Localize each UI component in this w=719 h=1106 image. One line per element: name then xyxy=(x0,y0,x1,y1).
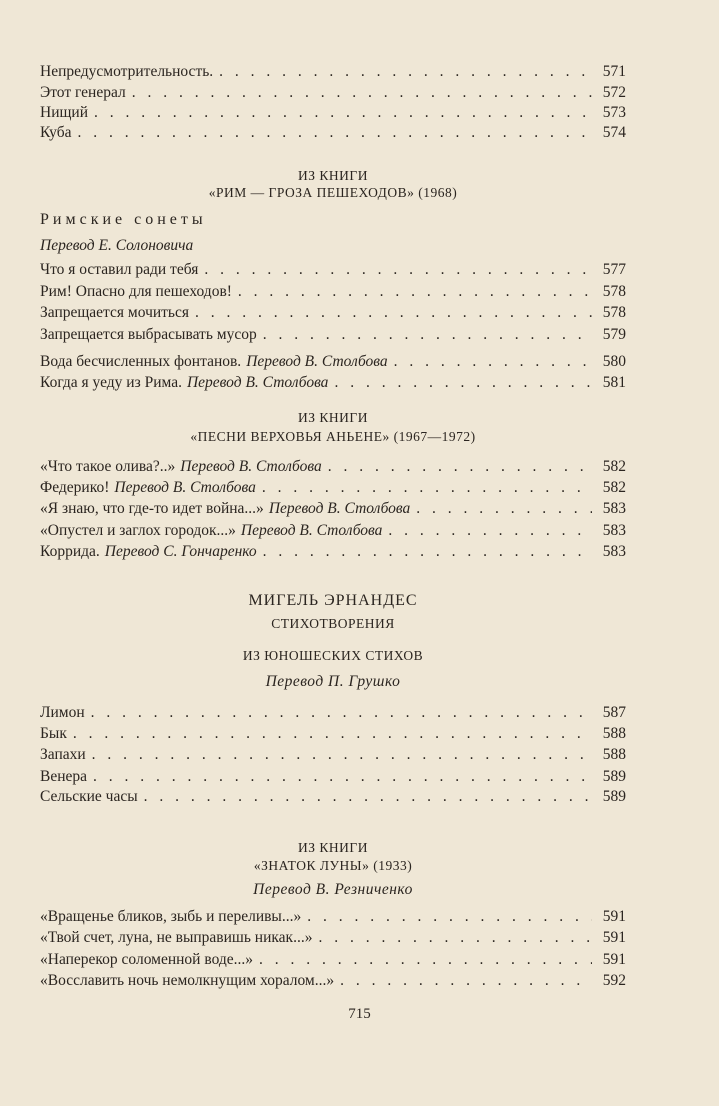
dot-leader xyxy=(334,373,592,393)
entry-page: 578 xyxy=(602,304,626,321)
translator-note: Перевод Е. Солоновича xyxy=(40,237,194,254)
entry-page: 583 xyxy=(602,543,626,560)
entry-translator: Перевод В. Столбова xyxy=(114,479,256,496)
dot-leader xyxy=(93,767,592,787)
dot-leader xyxy=(262,478,592,498)
author-name: МИГЕЛЬ ЭРНАНДЕС xyxy=(248,592,418,609)
entry-title: Сельские часы xyxy=(40,788,138,805)
toc-entry xyxy=(40,123,626,143)
entry-page: 580 xyxy=(602,353,626,370)
entry-page: 573 xyxy=(602,104,626,121)
entry-page: 582 xyxy=(602,479,626,496)
book-label: ИЗ КНИГИ xyxy=(298,840,368,855)
entry-page: 583 xyxy=(602,522,626,539)
entry-title: Нищий xyxy=(40,104,89,121)
cycle-title: Римские сонеты xyxy=(40,211,207,228)
toc-entry xyxy=(40,703,626,723)
entry-page: 572 xyxy=(602,84,626,101)
dot-leader xyxy=(204,260,592,280)
page-number: 715 xyxy=(348,1006,371,1022)
book-title: «РИМ — ГРОЗА ПЕШЕХОДОВ» (1968) xyxy=(208,185,458,200)
entry-page: 587 xyxy=(602,704,626,721)
dot-leader xyxy=(388,521,592,541)
toc-entry xyxy=(40,457,626,477)
entry-title: Рим! Опасно для пешеходов! xyxy=(40,283,232,300)
entry-translator: Перевод С. Гончаренко xyxy=(104,543,257,560)
toc-entry xyxy=(40,373,626,393)
entry-title: Непредусмотрительность. xyxy=(40,63,214,80)
entry-title: Венера xyxy=(40,768,88,785)
translator-note: Перевод В. Резниченко xyxy=(253,881,413,898)
book-title: «ПЕСНИ ВЕРХОВЬЯ АНЬЕНЕ» (1967—1972) xyxy=(190,429,476,444)
entry-page: 581 xyxy=(602,374,626,391)
toc-entry xyxy=(40,928,626,948)
toc-entry xyxy=(40,62,626,82)
toc-entry xyxy=(40,325,626,345)
dot-leader xyxy=(91,703,592,723)
translator-note: Перевод П. Грушко xyxy=(265,673,401,690)
dot-leader xyxy=(144,787,592,807)
entry-title: «Что такое олива?..» xyxy=(40,458,176,475)
toc-entry xyxy=(40,83,626,103)
dot-leader xyxy=(394,352,592,372)
entry-translator: Перевод В. Столбова xyxy=(246,353,388,370)
entry-title: Запрещается мочиться xyxy=(40,304,190,321)
entry-title: «Опустел и заглох городок...» xyxy=(40,522,236,539)
entry-title: Когда я уеду из Рима. xyxy=(40,374,182,391)
entry-translator: Перевод В. Столбова xyxy=(180,458,322,475)
dot-leader xyxy=(307,907,592,927)
toc-entry xyxy=(40,478,626,498)
section-title: СТИХОТВОРЕНИЯ xyxy=(271,616,395,631)
entry-title: «Вращенье бликов, зыбь и переливы...» xyxy=(40,908,302,925)
entry-page: 577 xyxy=(602,261,626,278)
entry-translator: Перевод В. Столбова xyxy=(186,374,329,391)
book-title: «ЗНАТОК ЛУНЫ» (1933) xyxy=(253,858,413,873)
entry-title: Запахи xyxy=(40,746,86,763)
entry-page: 588 xyxy=(602,725,626,742)
entry-title: Что я оставил ради тебя xyxy=(40,261,199,278)
entry-title: Куба xyxy=(40,124,72,141)
toc-entry xyxy=(40,542,626,562)
dot-leader xyxy=(219,62,592,82)
dot-leader xyxy=(195,303,592,323)
dot-leader xyxy=(259,950,592,970)
entry-title: «Наперекор соломенной воде...» xyxy=(40,951,254,968)
dot-leader xyxy=(94,103,592,123)
entry-title: «Я знаю, что где-то идет война...» xyxy=(40,500,264,517)
dot-leader xyxy=(328,457,592,477)
entry-page: 583 xyxy=(602,500,626,517)
dot-leader xyxy=(263,325,592,345)
dot-leader xyxy=(238,282,592,302)
entry-page: 591 xyxy=(602,908,626,925)
entry-page: 592 xyxy=(602,972,626,989)
entry-title: «Твой счет, луна, не выправишь никак...» xyxy=(40,929,313,946)
entry-title: Бык xyxy=(40,725,67,742)
section-title: ИЗ ЮНОШЕСКИХ СТИХОВ xyxy=(242,648,424,663)
entry-page: 578 xyxy=(602,283,626,300)
dot-leader xyxy=(73,724,592,744)
toc-entry xyxy=(40,724,626,744)
entry-page: 574 xyxy=(602,124,626,141)
toc-entry xyxy=(40,950,626,970)
entry-page: 571 xyxy=(602,63,626,80)
dot-leader xyxy=(132,83,592,103)
entry-page: 582 xyxy=(602,458,626,475)
entry-title: Лимон xyxy=(40,704,85,721)
dot-leader xyxy=(416,499,592,519)
toc-entry xyxy=(40,260,626,280)
toc-entry xyxy=(40,352,626,372)
entry-translator: Перевод В. Столбова xyxy=(268,500,411,517)
entry-title: «Восславить ночь немолкнущим хоралом...» xyxy=(40,972,335,989)
dot-leader xyxy=(77,123,592,143)
toc-entry xyxy=(40,907,626,927)
entry-page: 591 xyxy=(602,929,626,946)
toc-entry xyxy=(40,767,626,787)
entry-title: Коррида. xyxy=(40,543,100,560)
entry-title: Федерико! xyxy=(40,479,110,496)
toc-entry xyxy=(40,971,626,991)
entry-page: 591 xyxy=(602,951,626,968)
dot-leader xyxy=(318,928,592,948)
toc-entry xyxy=(40,303,626,323)
toc-entry xyxy=(40,499,626,519)
toc-entry xyxy=(40,521,626,541)
dot-leader xyxy=(92,745,592,765)
entry-page: 589 xyxy=(602,788,626,805)
dot-leader xyxy=(263,542,592,562)
entry-title: Вода бесчисленных фонтанов. xyxy=(40,353,242,370)
toc-entry xyxy=(40,103,626,123)
entry-page: 579 xyxy=(602,326,626,343)
toc-entry xyxy=(40,745,626,765)
dot-leader xyxy=(340,971,592,991)
toc-entry xyxy=(40,282,626,302)
entry-translator: Перевод В. Столбова xyxy=(240,522,383,539)
book-label: ИЗ КНИГИ xyxy=(298,410,368,425)
entry-page: 588 xyxy=(602,746,626,763)
book-label: ИЗ КНИГИ xyxy=(298,168,368,183)
entry-page: 589 xyxy=(602,768,626,785)
entry-title: Этот генерал xyxy=(40,84,126,101)
entry-title: Запрещается выбрасывать мусор xyxy=(40,326,257,343)
toc-entry xyxy=(40,787,626,807)
